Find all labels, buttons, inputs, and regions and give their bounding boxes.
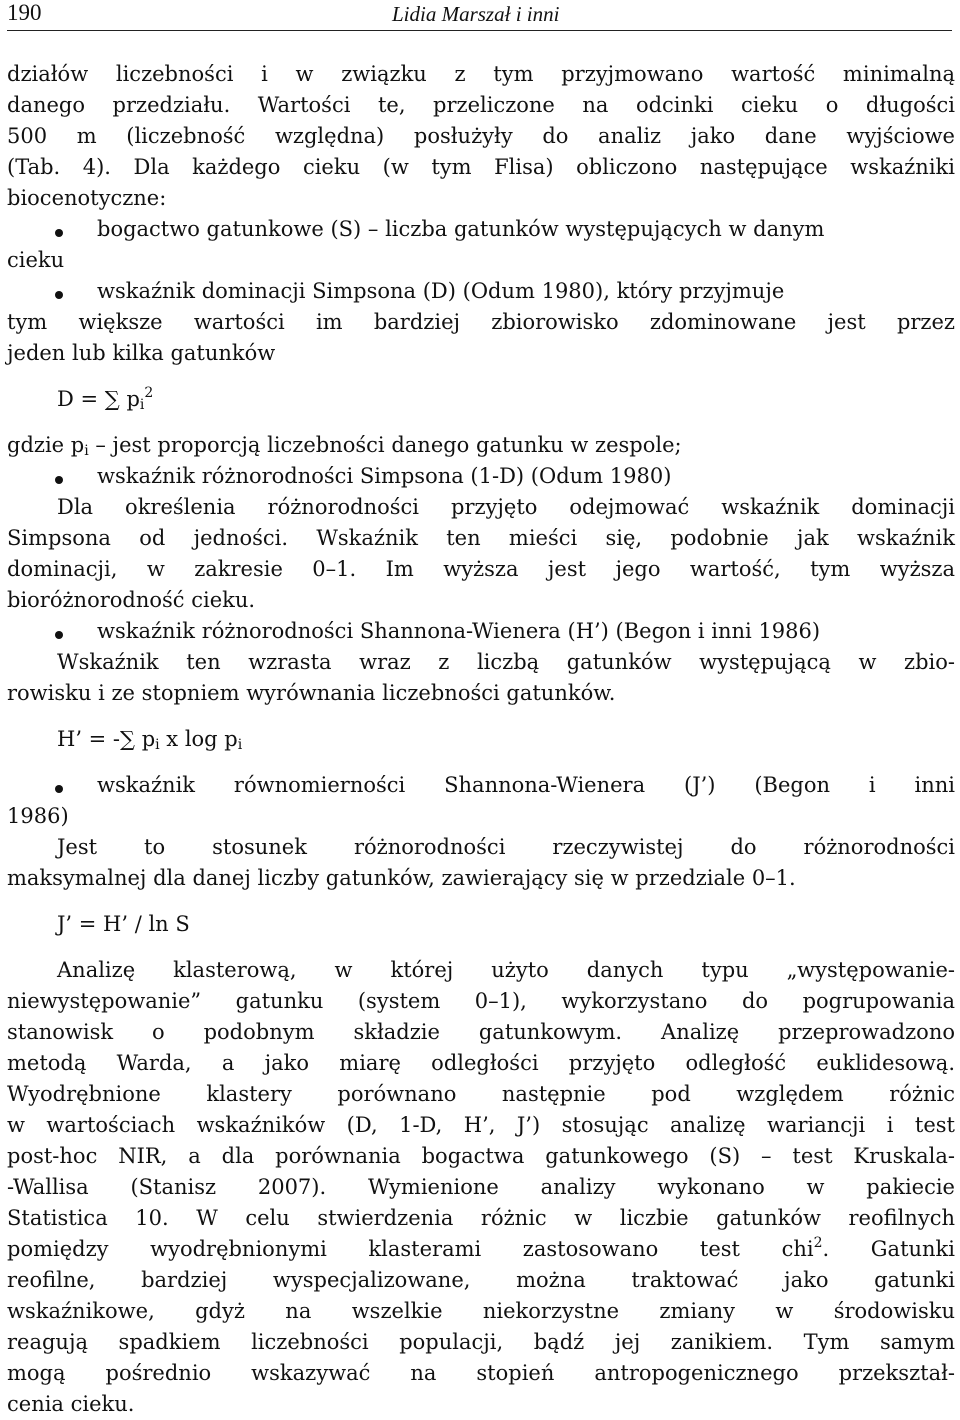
- body-text: [7, 59, 955, 1420]
- equation-shannon: H’ = -∑ $p_i$ x $\log p_i$: [57, 727, 243, 753]
- text-line: Dla określenia różnorodności przyjęto odejmować wskaźnik dominacji: [57, 495, 955, 519]
- text-line: metodą Warda, a jako miarę odległości przyjęto odległość euklidesową.: [7, 1051, 955, 1075]
- text-line: (Tab. 4). Dla każdego cieku (w tym Flisa) obliczono następujące wskaźniki: [7, 155, 955, 179]
- text-line: Analizę klasterową, w której użyto danych typu „występowanie-: [57, 958, 955, 982]
- bullet-item: [7, 770, 955, 801]
- text-line: Wskaźnik ten wzrasta wraz z liczbą gatunków występującą w zbio-: [57, 650, 955, 674]
- page-header: [7, 0, 952, 31]
- bullet-item: [7, 276, 955, 307]
- page-number: 190: [7, 0, 42, 25]
- text-line: Wyodrębnione klastery porównano następnie pod względem różnic: [7, 1082, 955, 1106]
- text-line: gdzie $p_i$ – jest proporcją liczebności danego gatunku w zespole;: [7, 433, 682, 459]
- bullet-text: wskaźnik dominacji Simpsona (D) (Odum 1980), który przyjmuje: [97, 279, 785, 303]
- bullet-text: wskaźnik różnorodności Simpsona (1-D) (Odum 1980): [97, 464, 672, 488]
- running-head: Lidia Marszał i inni: [392, 2, 560, 26]
- text-line: reagują spadkiem liczebności populacji, bądź jej zanikiem. Tym samym: [7, 1330, 955, 1354]
- text-line: wskaźnikowe, gdyż na wszelkie niekorzystne zmiany w środowisku: [7, 1299, 955, 1323]
- text-line: mogą pośrednio wskazywać na stopień antropogenicznego przekształ-: [7, 1361, 955, 1385]
- text-line: maksymalnej dla danej liczby gatunków, zawierający się w przedziale 0–1.: [7, 866, 796, 890]
- text-line: w wartościach wskaźników (D, 1-D, H’, J’) stosując analizę wariancji i test: [7, 1113, 955, 1137]
- text-line: post-hoc NIR, a dla porównania bogactwa gatunkowego (S) – test Kruskala-: [7, 1144, 955, 1168]
- text-line: niewystępowanie” gatunku (system 0–1), wykorzystano do pogrupowania: [7, 989, 955, 1013]
- text-line: rowisku i ze stopniem wyrównania liczebności gatunków.: [7, 681, 616, 705]
- bullet-item: [7, 214, 955, 245]
- text-line: tym większe wartości im bardziej zbiorowisko zdominowane jest przez: [7, 310, 955, 334]
- text-line: stanowisk o podobnym składzie gatunkowym. Analizę przeprowadzono: [7, 1020, 955, 1044]
- text-line: działów liczebności i w związku z tym przyjmowano wartość minimalną: [7, 62, 955, 86]
- text-line: cieku: [7, 248, 65, 272]
- bullet-item: [7, 616, 955, 647]
- text-line: danego przedziału. Wartości te, przeliczone na odcinki cieku o długości: [7, 93, 955, 117]
- text-line: dominacji, w zakresie 0–1. Im wyższa jest jego wartość, tym wyższa: [7, 557, 955, 581]
- text-line: -Wallisa (Stanisz 2007). Wymienione analizy wykonano w pakiecie: [7, 1175, 955, 1199]
- text-line: bioróżnorodność cieku.: [7, 588, 256, 612]
- text-line: cenia cieku.: [7, 1392, 135, 1416]
- text-line: biocenotyczne:: [7, 186, 167, 210]
- text-line: reofilne, bardziej wyspecjalizowane, można traktować jako gatunki: [7, 1268, 955, 1292]
- text-line: pomiędzy wyodrębnionymi klasterami zastosowano test chi$^2$. Gatunki: [7, 1235, 956, 1261]
- equation-evenness: J’ = H’ / ln S: [57, 912, 190, 936]
- text-line: 500 m (liczebność względna) posłużyły do analiz jako dane wyjściowe: [7, 124, 955, 148]
- bullet-text: wskaźnik różnorodności Shannona-Wienera (H’) (Begon i inni 1986): [97, 619, 821, 643]
- bullet-text: bogactwo gatunkowe (S) – liczba gatunków występujących w danym: [97, 217, 825, 241]
- text-line: jeden lub kilka gatunków: [7, 341, 276, 365]
- text-line: Statistica 10. W celu stwierdzenia różnic w liczbie gatunków reofilnych: [7, 1206, 955, 1230]
- equation-simpson: D = ∑ $p_i^2$: [57, 385, 154, 413]
- bullet-item: [7, 461, 955, 492]
- text-line: Simpsona od jedności. Wskaźnik ten mieści się, podobnie jak wskaźnik: [7, 526, 955, 550]
- text-line: 1986): [7, 804, 69, 828]
- bullet-text: wskaźnik równomierności Shannona-Wienera (J’) (Begon i inni: [97, 773, 955, 797]
- text-line: Jest to stosunek różnorodności rzeczywistej do różnorodności: [57, 835, 955, 859]
